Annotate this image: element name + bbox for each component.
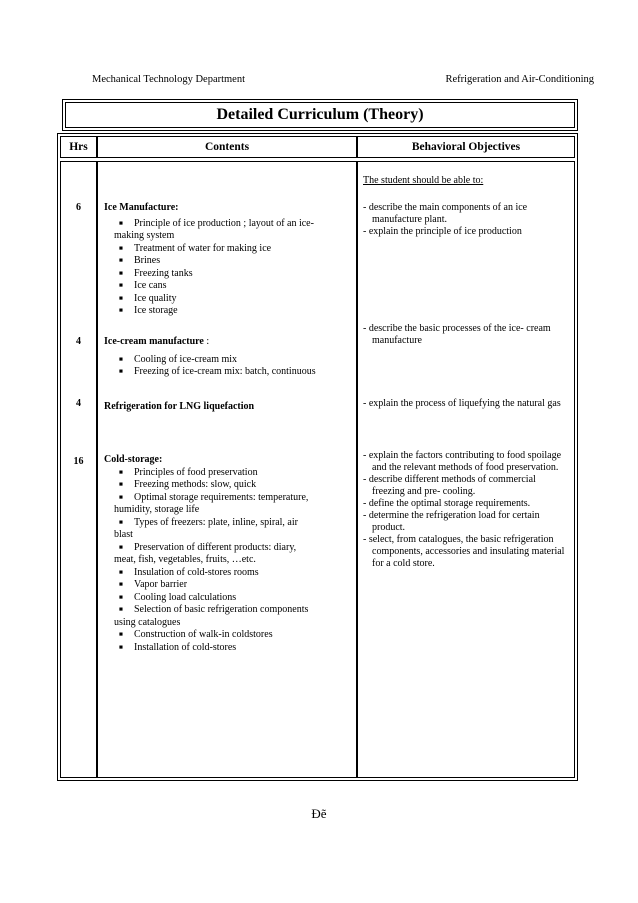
list-item: ■ Freezing methods: slow, quick xyxy=(104,479,344,492)
list-item: ■ Cooling load calculations xyxy=(104,592,344,605)
list-item: ■ Vapor barrier xyxy=(104,579,344,592)
list-item: ■ Cooling of ice-cream mix xyxy=(104,354,344,367)
section-title: Refrigeration for LNG liquefaction xyxy=(104,401,255,412)
hours-ice-manufacture: 6 xyxy=(76,202,81,213)
section-lng xyxy=(104,401,344,414)
list-item: ■ Selection of basic refrigeration components using catalogues xyxy=(104,604,344,629)
section-cold-storage xyxy=(104,454,344,654)
section-title: Ice-cream manufacture xyxy=(104,336,204,347)
page-number: Ðẽ xyxy=(311,806,327,821)
objectives-cold-storage xyxy=(363,450,571,570)
hours-lng: 4 xyxy=(76,398,81,409)
page-title: Detailed Curriculum (Theory) xyxy=(216,106,424,123)
objective-item: - describe different methods of commercial freezing and pre- cooling. xyxy=(363,474,536,497)
objectives-intro: The student should be able to: xyxy=(363,175,484,186)
department-header: Mechanical Technology Department xyxy=(92,74,246,85)
list-item: ■ Construction of walk-in coldstores xyxy=(104,629,344,642)
list-item: ■ Ice storage xyxy=(104,305,344,318)
section-title: Cold-storage: xyxy=(104,454,163,465)
section-ice-cream: Ice-cream manufacture : ■ Cooling of ice-cream mix ■ Freezing of ice-cream mix: batch, continuous xyxy=(104,336,344,379)
objective-item: - determine the refrigeration load for certain product. xyxy=(363,510,540,533)
list-item: ■ Insulation of cold-stores rooms xyxy=(104,567,344,580)
list-item: ■ Brines xyxy=(104,255,344,268)
column-header-hrs: Hrs xyxy=(60,136,97,158)
bullet-list xyxy=(104,354,344,379)
list-item: ■ Freezing of ice-cream mix: batch, continuous xyxy=(104,366,344,379)
list-item: ■ Preservation of different products: diary, meat, fish, vegetables, fruits, …etc. xyxy=(104,542,344,567)
objectives-ice-manufacture xyxy=(363,202,571,238)
list-item: ■ Freezing tanks xyxy=(104,268,344,281)
hours-cold-storage: 16 xyxy=(73,456,84,467)
list-item: ■ Types of freezers: plate, inline, spiral, air blast xyxy=(104,517,344,542)
list-item: ■ Treatment of water for making ice xyxy=(104,243,344,256)
list-item: ■ Installation of cold-stores xyxy=(104,642,344,655)
section-title: Ice Manufacture: xyxy=(104,202,179,213)
title-box xyxy=(62,99,578,131)
objective-item: - describe the basic processes of the ice- cream manufacture xyxy=(363,323,551,346)
list-item: ■ Principles of food preservation xyxy=(104,467,344,480)
hrs-column xyxy=(60,161,97,778)
objectives-ice-cream xyxy=(363,323,571,347)
list-item: ■ Principle of ice production ; layout of an ice- making system xyxy=(104,218,344,243)
bullet-list xyxy=(104,467,344,655)
list-item: ■ Ice cans xyxy=(104,280,344,293)
objective-item: - explain the principle of ice production xyxy=(363,226,522,237)
column-header-objectives: Behavioral Objectives xyxy=(357,136,575,158)
list-item: ■ Ice quality xyxy=(104,293,344,306)
section-ice-manufacture xyxy=(104,202,344,318)
subject-header: Refrigeration and Air-Conditioning xyxy=(445,74,594,85)
objective-item: - define the optimal storage requirements. xyxy=(363,498,531,509)
bullet-list xyxy=(104,218,344,318)
hours-ice-cream: 4 xyxy=(76,336,81,347)
objective-item: - select, from catalogues, the basic refrigeration components, accessories and insulating material for a cold store. xyxy=(363,534,565,569)
list-item: ■ Optimal storage requirements: temperature, humidity, storage life xyxy=(104,492,344,517)
objective-item: - explain the process of liquefying the natural gas xyxy=(363,398,561,409)
objective-item: - describe the main components of an ice manufacture plant. xyxy=(363,202,528,225)
objectives-lng xyxy=(363,398,571,410)
column-header-contents: Contents xyxy=(97,136,357,158)
objective-item: - explain the factors contributing to food spoilage and the relevant methods of food preservation. xyxy=(363,450,562,473)
